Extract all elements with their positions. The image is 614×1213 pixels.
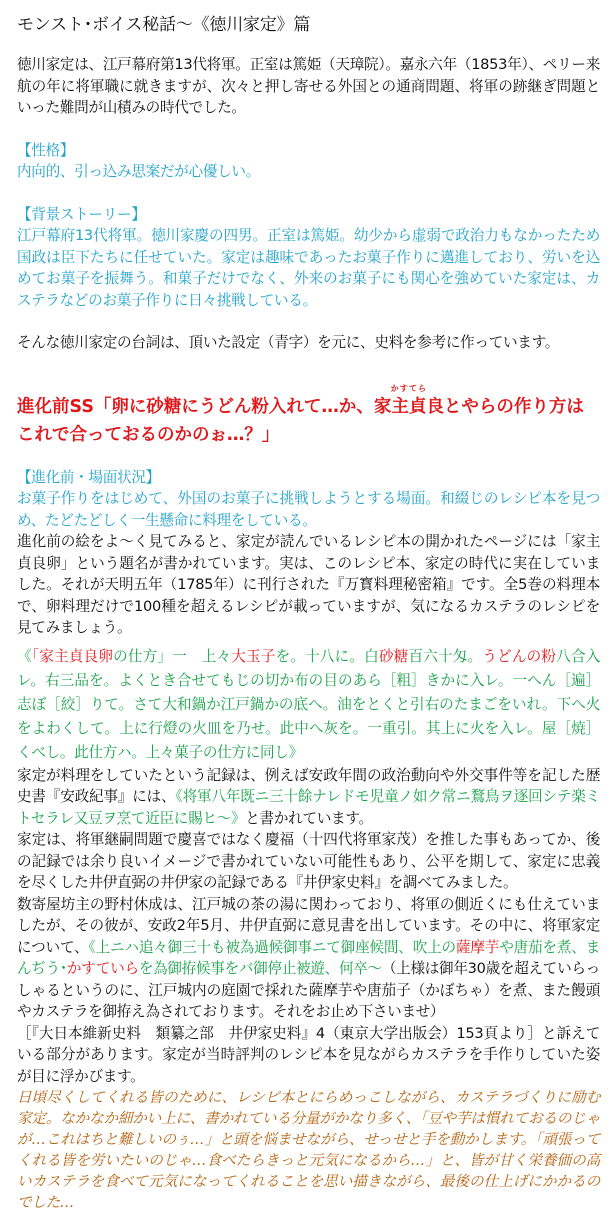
closing-story: 日頃尽くしてくれる皆のために、レシピ本とにらめっこしながら、カステラづくりに励む家定。なかなか細かい上に、書かれている分量がかなり多く、「豆や芋は慣れておるのじゃが…これはちと難しいのぅ…」と頭を悩ませながら、せっせと手を動かします。「頑張ってくれる皆を労いたいのじゃ…食べたらきっと元気になるから…」と、皆が甘く栄養価の高いカステラを食べて元気になってくれることを思い描きながら、最後の仕上げにかかるのでした… — [17, 1089, 600, 1211]
page-title: モンスト･ボイス秘話～《徳川家定》篇 — [17, 15, 311, 35]
method-note: そんな徳川家定の台詞は、頂いた設定（青字）を元に、史料を参考に作っています。 — [17, 334, 559, 351]
recipe-text — [17, 645, 600, 765]
explain-ansei-tail: と書かれています。 — [245, 809, 373, 827]
spacer — [17, 119, 600, 140]
explain-ansei-kiji — [17, 765, 600, 830]
background-body: 江戸幕府13代将軍。徳川家慶の四男。正室は篤姫。幼少から虚弱で政治力もなかったため国政は臣下たちに任せていた。家定は趣味であったお菓子作りに邁進しており、労いを込めてお菓子を振舞う。和菓子だけでなく、外来のお菓子にも関心を強めていた家定は、カステラなどのお菓子作りに日々挑戦している。 — [17, 227, 600, 309]
scene-heading: 【進化前・場面状況】 — [17, 468, 160, 486]
ii-quote-2: や唐茄を煮、まんぢう･ — [17, 938, 600, 977]
spacer — [17, 183, 600, 204]
recipe-egg: 大玉子 — [231, 647, 276, 665]
intro-paragraph: 徳川家定は、江戸幕府第13代将軍。正室は篤姫（天璋院）。嘉永六年（1853年）、ペリー来航の年に将軍職に就きますが、次々と押し寄せる外国との通商問題、将軍の跡継ぎ問題といった難問が山積みの時代でした。 — [17, 56, 600, 116]
explain-ansei-lead: 家定が料理をしていたという記録は、例えば安政年間の政治動向や外交事件等を記した歴史書『安政紀事』には、 — [17, 766, 600, 805]
recipe-seg: 一 上々 — [172, 647, 232, 665]
ii-quote-1: 《上ニハ追々御三十も被為過候御事ニて御座候間、吹上の — [88, 938, 456, 956]
scene-body: お菓子作りをはじめて、外国のお菓子に挑戦しようとする場面。和綴じのレシピ本を見つめ、たどたどしく一生懸命に料理をしている。 — [17, 490, 600, 529]
background-heading: 【背景ストーリー】 — [17, 205, 146, 223]
quote-ruby-reading: かすてら — [390, 384, 428, 393]
recipe-seg: 百六十匁。 — [408, 647, 483, 665]
quote-part3: これで合っておるのかのぉ…？」 — [17, 425, 280, 445]
ii-quote-kasuteira: かすていら — [66, 960, 139, 977]
quote-part2: とやらの作り方は — [443, 397, 584, 417]
quote-part1: 進化前SS「卵に砂糖にうどん粉入れて…か、 — [17, 397, 374, 417]
ansei-kiji-quote: 《将軍八年既ニ三十餘ナレドモ児童ノ如ク常ニ鶩鳥ヲ逐回シテ楽ミトセラレ又豆ヲ烹て近臣に賜ヒ～》 — [17, 788, 600, 827]
recipe-body: 八合入レ。右三品を。よくとき合せてもじの切か布の目のあら［粗］きかに入レ。一へん［遍］志ぼ［絞］りて。さて大和鍋か江戸鍋かの底へ。油をとくと引右のたまごをいれ。下へ火をよわくして。上に行燈の火皿を乃せ。此中へ灰を。一重引。其上に火を入レ。屋［焼］くべし。此仕方ハ。上々菓子の仕方に同し — [17, 647, 601, 761]
explain-nomura-lead: 数寄屋坊主の野村休成は、江戸城の茶の湯に関わっており、将軍の側近くにも仕えていましたが、その彼が、安政2年5月、井伊直弼に意見書を出しています。その中に、将軍家定について、 — [17, 895, 600, 956]
recipe-seg: を。十八に。白 — [275, 647, 379, 665]
recipe-sugar: 砂糖 — [378, 647, 409, 665]
personality-heading: 【性格】 — [17, 141, 75, 159]
recipe-close: 》 — [288, 743, 303, 761]
personality-body: 内向的、引っ込み思案だが心優しい。 — [17, 163, 260, 180]
spacer — [17, 311, 600, 332]
explain-nomura-translation: （上様は御年30歳を超えていらっしゃるというのに、江戸城内の庭園で採れた薩摩芋や唐茄子（かぼちゃ）を煮、また饅頭やカステラを御拵え為されております。それをお止め下さいませ） — [17, 960, 600, 1020]
explain-nomura — [17, 894, 600, 1088]
quote-ruby-base: 家主貞良 — [373, 397, 444, 417]
recipe-title: 「家主貞良卵 — [31, 647, 114, 665]
quote-ruby — [373, 384, 444, 421]
explain-recipe-book: 進化前の絵をよ～く見てみると、家定が読んでいるレシピ本の開かれたページには「家主貞良卵」という題名が書かれています。実は、このレシピ本、家定の時代に実在していました。それが天明五年（1785年）に刊行された『万寳料理秘密箱』です。全5巻の料理本で、卵料理だけで100種を超えるレシピが載っていますが、気になるカステラのレシピを見てみましょう。 — [17, 533, 600, 636]
recipe-flour: うどんの粉 — [482, 647, 557, 665]
recipe-title-tail: の仕方」 — [113, 647, 173, 665]
pre-evolution-quote — [17, 384, 600, 449]
spacer — [17, 354, 600, 376]
ii-quote-3: を為御拵候事をバ御停止被遊、何卒～ — [138, 960, 382, 977]
recipe-open: 《 — [17, 647, 32, 665]
explain-nomura-source: ［『大日本維新史料 類纂之部 井伊家史料』4（東京大学出版会）153頁より］と訴えている部分があります。家定が当時評判のレシピ本を見ながらカステラを手作りしていた姿が目に浮かびます。 — [17, 1024, 600, 1085]
ii-quote-satsumaimo: 薩摩芋 — [455, 938, 500, 956]
explain-ii-family: 家定は、将軍継嗣問題で慶喜ではなく慶福（十四代将軍家茂）を推した事もあってか、後の記録では余り良いイメージで書かれていない可能性もあり、公平を期して、家定に忠義を尽くした井伊直弼の井伊家の記録である『井伊家史料』を調べてみました。 — [17, 831, 600, 891]
